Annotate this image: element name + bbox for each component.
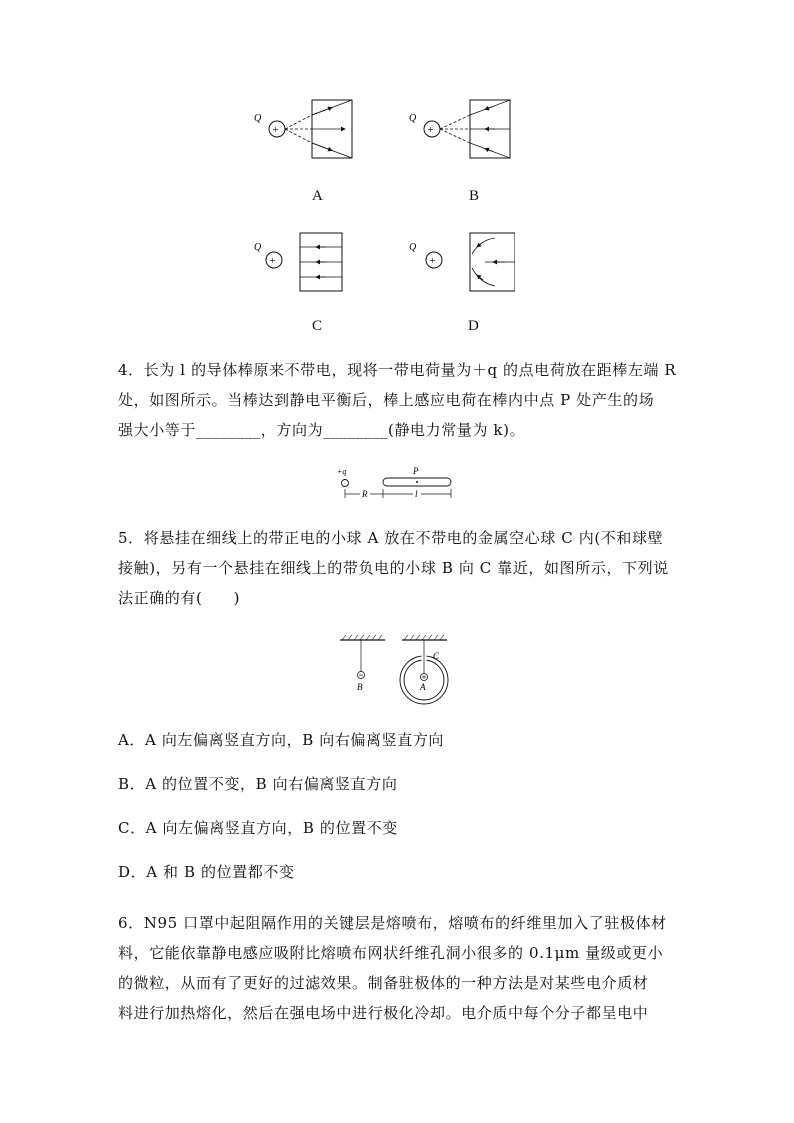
q5-options — [118, 729, 444, 905]
q5-option-b: B．A 的位置不变，B 向右偏离竖直方向 — [118, 775, 398, 793]
figure-q4-rod — [334, 464, 464, 504]
plus-sign: + — [427, 124, 434, 136]
figure-option-b — [405, 95, 515, 165]
point-charge — [342, 480, 349, 487]
charge-label: Q — [254, 113, 262, 124]
q5-option-c: C．A 向左偏离竖直方向，B 的位置不变 — [118, 819, 398, 837]
question-6-line-3: 的微粒，从而有了更好的过滤效果。制备驻极体的一种方法是对某些电介质材 — [118, 974, 649, 992]
question-5-line-1: 5．将悬挂在细线上的带正电的小球 A 放在不带电的金属空心球 C 内(不和球壁 — [118, 529, 664, 547]
question-5 — [118, 523, 678, 613]
option-label-b: B — [469, 188, 480, 204]
shell-c-label: C — [433, 651, 440, 661]
length-label-l: l — [415, 489, 418, 499]
charge-label-q: +q — [337, 467, 347, 476]
option-label-c: C — [312, 318, 323, 334]
question-4 — [118, 355, 678, 445]
figure-option-a — [250, 95, 360, 165]
figure-option-d — [405, 228, 515, 298]
charge-label: Q — [409, 242, 417, 253]
option-label-d: D — [468, 318, 479, 334]
question-6 — [118, 908, 678, 1028]
question-4-line-3: 强大小等于________，方向为________(静电力常量为 k)。 — [118, 421, 526, 439]
charge-label: Q — [254, 242, 262, 253]
question-6-line-4: 料进行加热熔化，然后在强电场中进行极化冷却。电介质中每个分子都呈电中 — [118, 1004, 649, 1022]
question-6-line-2: 料，它能依靠静电感应吸附比熔喷布网状纤维孔洞小很多的 0.1μm 量级或更小 — [118, 944, 664, 962]
plus-sign: + — [429, 255, 436, 267]
question-4-line-1: 4．长为 l 的导体棒原来不带电，现将一带电荷量为＋q 的点电荷放在距棒左端 R — [118, 361, 677, 379]
plus-sign: + — [269, 255, 276, 267]
plus-sign: + — [272, 124, 279, 136]
q5-option-a: A．A 向左偏离竖直方向，B 向右偏离竖直方向 — [118, 731, 445, 749]
option-label-a: A — [312, 188, 323, 204]
question-5-line-3: 法正确的有( ) — [118, 589, 241, 607]
question-5-line-2: 接触)，另有一个悬挂在细线上的带负电的小球 B 向 C 靠近，如图所示，下列说 — [118, 559, 669, 577]
ball-b-label: B — [357, 682, 363, 692]
charge-label: Q — [409, 113, 417, 124]
figure-q5-shell — [335, 632, 465, 712]
point-label-p: P — [413, 466, 419, 476]
q5-option-d: D．A 和 B 的位置都不变 — [118, 863, 295, 881]
ball-a-label: A — [420, 682, 426, 692]
figure-option-c — [250, 228, 360, 298]
question-4-line-2: 处，如图所示。当棒达到静电平衡后，棒上感应电荷在棒内中点 P 处产生的场 — [118, 391, 655, 409]
question-6-line-1: 6．N95 口罩中起阻隔作用的关键层是熔喷布，熔喷布的纤维里加入了驻极体材 — [118, 914, 667, 932]
distance-label-r: R — [362, 489, 368, 499]
